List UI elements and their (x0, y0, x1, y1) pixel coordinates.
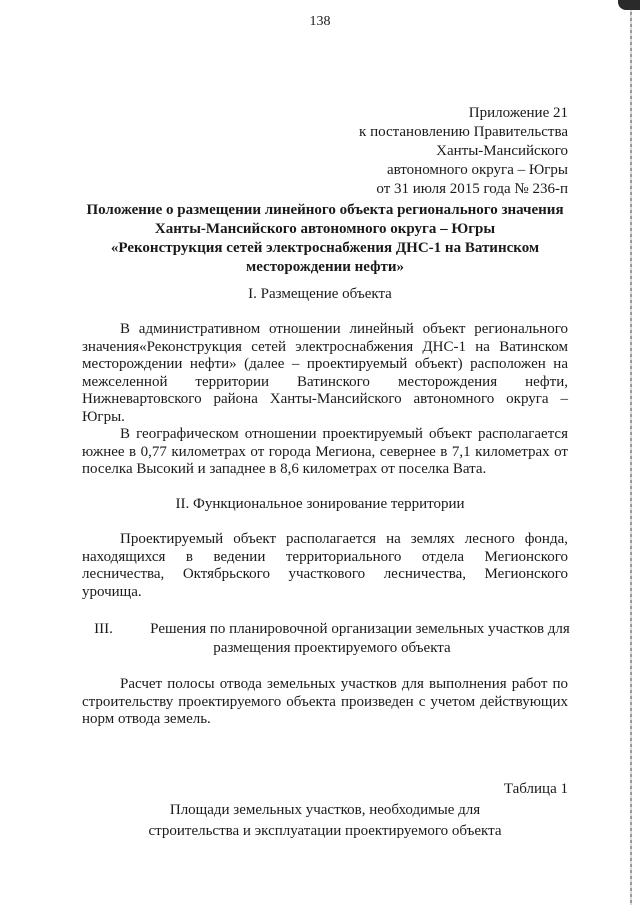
section-3-heading-line-1: III. Решения по планировочной организации земельных участков для (94, 621, 570, 637)
appendix-reference (359, 104, 568, 199)
appendix-line: от 31 июля 2015 года № 236-п (376, 181, 568, 197)
appendix-line: Ханты-Мансийского (436, 143, 568, 159)
section-1-heading: I. Размещение объекта (248, 286, 392, 302)
title-line: месторождении нефти» (245, 259, 405, 275)
appendix-line: к постановлению Правительства (359, 124, 568, 140)
table-label: Таблица 1 (503, 781, 568, 797)
page-number: 138 (309, 14, 331, 29)
table-caption (60, 800, 590, 842)
section-3-number: III. (94, 621, 113, 637)
section-3-paragraph-1: Расчет полосы отвода земельных участков для выполнения работ по строительству проектируемого объекта произведен с учетом действующих норм отвода земель. (82, 676, 568, 727)
title-line: Ханты-Мансийского автономного округа – Югры (154, 221, 496, 237)
title-line: Положение о размещении линейного объекта регионального значения (86, 202, 564, 218)
appendix-line: автономного округа – Югры (386, 162, 568, 178)
appendix-line: Приложение 21 (468, 105, 568, 121)
table-caption-line: строительства и эксплуатации проектируемого объекта (148, 823, 502, 839)
section-2-paragraph-1: Проектируемый объект располагается на землях лесного фонда, находящихся в ведении территориального отдела Мегионского лесничества, Октябрьского участкового лесничества, Мегионского урочища. (82, 531, 568, 600)
table-caption-line: Площади земельных участков, необходимые для (169, 802, 481, 818)
section-3-heading (82, 620, 582, 658)
document-title (60, 201, 590, 277)
title-line: «Реконструкция сетей электроснабжения ДНС-1 на Ватинском (110, 240, 540, 256)
section-3-heading-line-2: размещения проектируемого объекта (213, 640, 451, 656)
corner-scan-mark (618, 0, 640, 10)
section-2-heading: II. Функциональное зонирование территории (175, 496, 465, 512)
page-edge-scan-artifact (630, 0, 632, 905)
section-1-paragraph-2: В географическом отношении проектируемый объект располагается южнее в 0,77 километрах от города Мегиона, севернее в 7,1 километрах от поселка Высокий и западнее в 8,6 километрах от поселка Вата. (82, 426, 568, 477)
section-1-paragraph-1: В административном отношении линейный объект регионального значения«Реконструкция сетей электроснабжения ДНС-1 на Ватинском месторождении нефти» (далее – проектируемый объект) расположен на межселенной территории Ватинского месторождения нефти, Нижневартовского района Ханты-Мансийского автономного округа – Югры. (82, 321, 568, 425)
